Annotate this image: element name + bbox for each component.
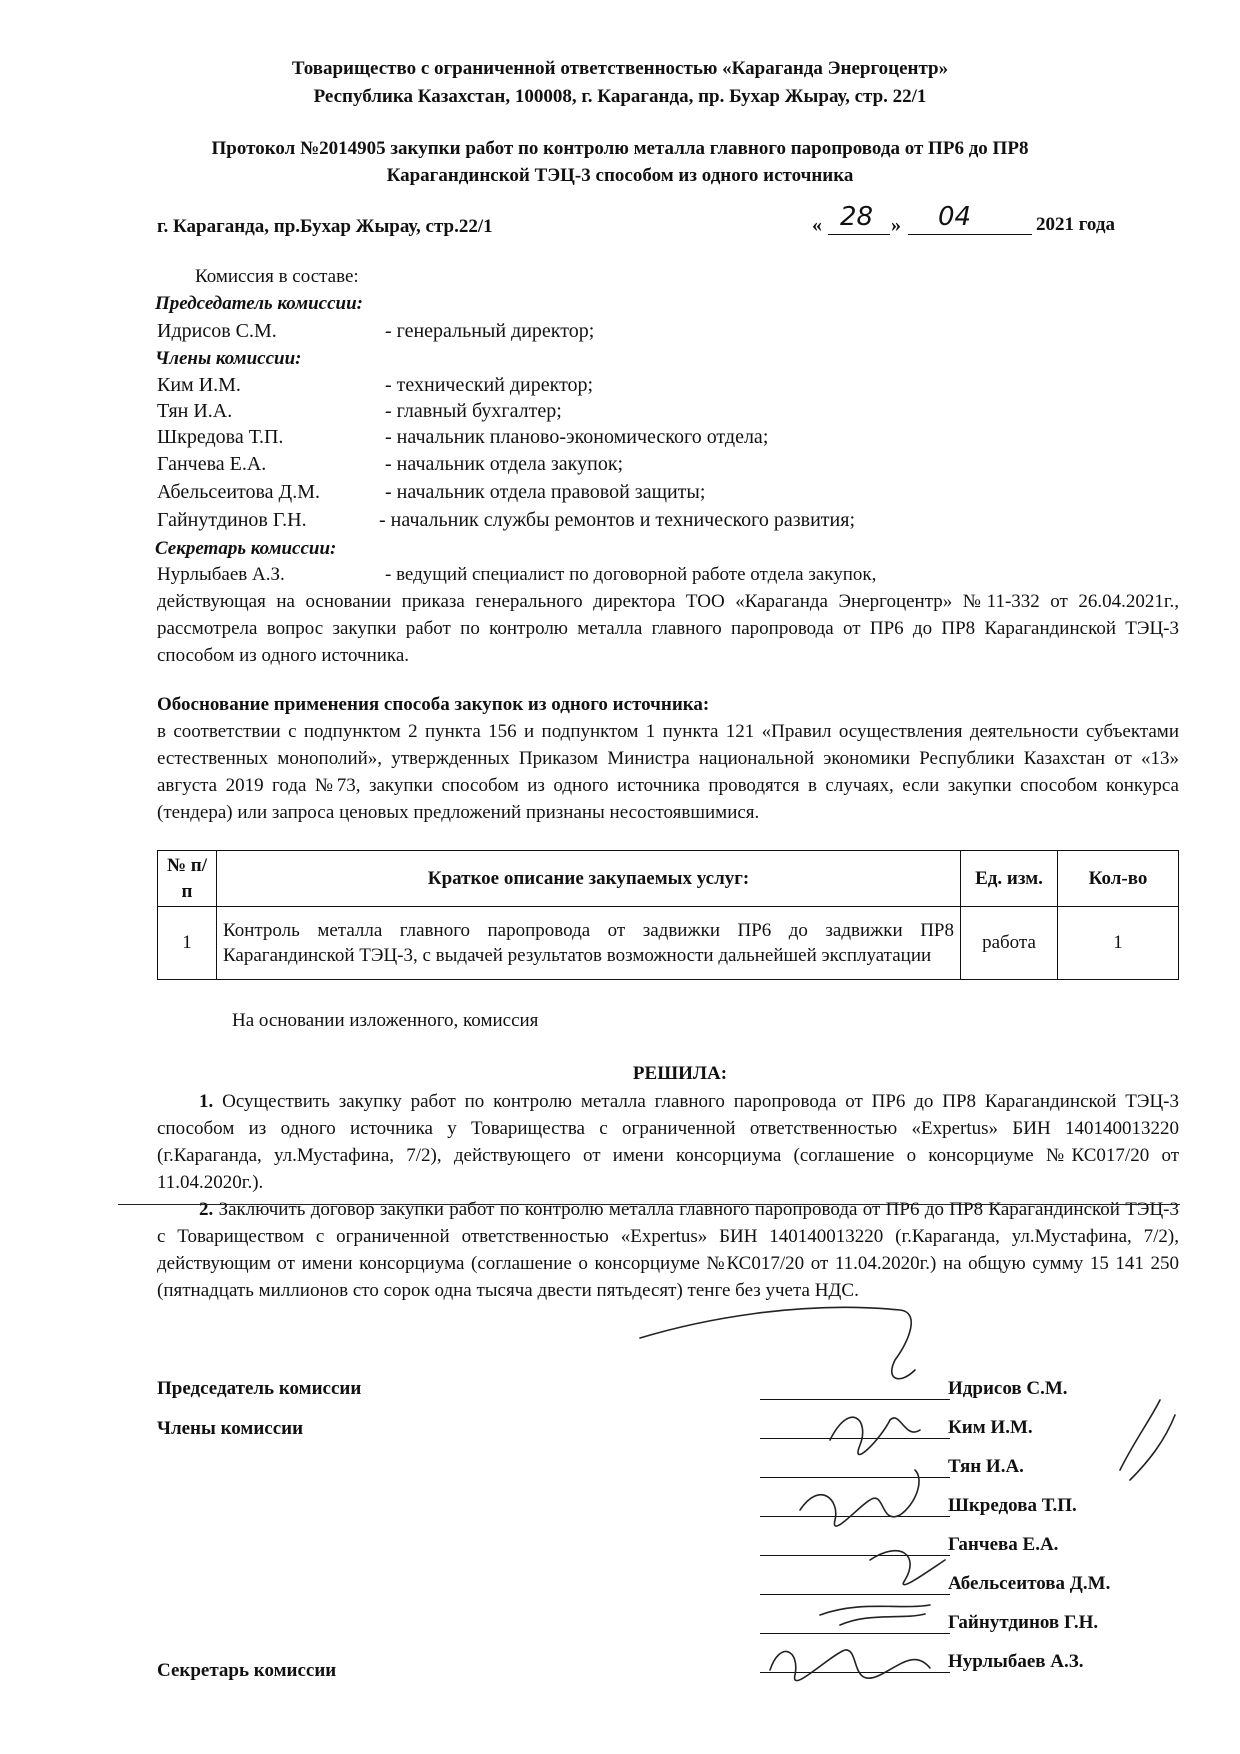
signature-scribble — [1120, 1400, 1175, 1480]
members-signature-label: Члены комиссии — [157, 1418, 304, 1439]
protocol-title-line-1: Протокол №2014905 закупки работ по контролю металла главного паропровода от ПР6 до ПР8 — [211, 138, 1029, 159]
col-header-description: Краткое описание закупаемых услуг: — [217, 851, 961, 907]
cell-quantity: 1 — [1058, 907, 1179, 980]
secretary-name: Нурлыбаев А.З. — [157, 564, 285, 585]
member-name: Ким И.М. — [157, 374, 241, 396]
member-role: - главный бухгалтер; — [385, 400, 562, 422]
member-name: Тян И.А. — [157, 400, 233, 422]
chair-role: - генеральный директор; — [385, 320, 595, 342]
decision-item-number: 2. — [199, 1199, 214, 1220]
chair-signature-label: Председатель комиссии — [157, 1378, 362, 1399]
member-name: Гайнутдинов Г.Н. — [157, 509, 307, 531]
cell-description: Контроль металла главного паропровода от задвижки ПР6 до задвижки ПР8 Карагандинской ТЭЦ-3, с выдачей результатов возможности дальнейшей эксплуатации — [217, 907, 961, 980]
protocol-title-line-2: Карагандинской ТЭЦ-3 способом из одного источника — [386, 165, 854, 186]
date-year: 2021 года — [1036, 214, 1115, 235]
signature-scribble — [870, 1551, 945, 1585]
secretary-heading: Секретарь комиссии: — [155, 538, 337, 559]
justification-text: в соответствии с подпунктом 2 пункта 156 и подпунктом 1 пункта 121 «Правил осуществления деятельности субъектами естественных монополий», утвержденных Приказом Министра национальной экономики Республики Казахстан от «13» августа 2019 года №73, закупки способом из одного источника проводятся в случаях, если закупки способом конкурса (тендера) или запроса ценовых предложений признаны несостоявшимися. — [157, 721, 1179, 823]
member-name: Ганчева Е.А. — [157, 453, 267, 475]
member-role: - технический директор; — [385, 374, 594, 396]
signature-scribble — [830, 1417, 920, 1454]
signatory-name: Абельсеитова Д.М. — [948, 1573, 1111, 1594]
signatory-name: Шкредова Т.П. — [948, 1495, 1077, 1516]
organization-address: Республика Казахстан, 100008, г. Караганда, пр. Бухар Жырау, стр. 22/1 — [313, 86, 927, 107]
signature-scribble — [800, 1470, 919, 1526]
date-month: 04 — [938, 202, 972, 232]
members-heading: Члены комиссии: — [155, 348, 302, 369]
signatory-name: Ганчева Е.А. — [948, 1534, 1059, 1555]
commission-intro: Комиссия в составе: — [195, 266, 359, 287]
chair-heading: Председатель комиссии: — [155, 293, 363, 314]
signatory-name: Гайнутдинов Г.Н. — [948, 1612, 1099, 1633]
protocol-place: г. Караганда, пр.Бухар Жырау, стр.22/1 — [157, 216, 493, 237]
member-role: - начальник отдела закупок; — [385, 453, 624, 475]
signatory-name: Ким И.М. — [948, 1417, 1033, 1438]
basis-paragraph: действующая на основании приказа генерального директора ТОО «Караганда Энергоцентр» №11-332 от 26.04.2021г., рассмотрела вопрос закупки работ по контролю металла главного паропровода от ПР6 до ПР8 Карагандинской ТЭЦ-3 способом из одного источника. — [157, 591, 1179, 666]
decision-item-text: Заключить договор закупки работ по контролю металла главного паропровода от ПР6 до ПР8 Карагандинской ТЭЦ-3 с Товариществом с ограниченной ответственностью «Expertus» БИН 140140013220 (г.Караганда, ул.Мустафина, 7/2), действующим от имени консорциума (соглашение о консорциуме №КС017/20 от 11.04.2020г.) на общую сумму 15 141 250 (пятнадцать миллионов сто сорок одна тысяча двести пятьдесят) тенге без учета НДС. — [157, 1199, 1179, 1301]
col-header-quantity: Кол-во — [1058, 851, 1179, 907]
secretary-signature-label: Секретарь комиссии — [157, 1660, 337, 1681]
decision-item-number: 1. — [199, 1091, 214, 1112]
decision-item-text: Осуществить закупку работ по контролю металла главного паропровода от ПР6 до ПР8 Карагандинской ТЭЦ-3 способом из одного источника у Товарищества с ограниченной ответственностью «Expertus» БИН 140140013220 (г.Караганда, ул.Мустафина, 7/2), действующего от имени консорциума (соглашение о консорциуме №КС017/20 от 11.04.2020г.). — [157, 1091, 1179, 1193]
decision-preamble: На основании изложенного, комиссия — [232, 1010, 539, 1031]
date-day: 28 — [840, 202, 874, 232]
signatory-name: Идрисов С.М. — [948, 1378, 1068, 1399]
cell-unit: работа — [961, 907, 1058, 980]
signatory-name: Тян И.А. — [948, 1456, 1024, 1477]
justification-heading: Обоснование применения способа закупок из одного источника: — [157, 694, 710, 715]
secretary-role: - ведущий специалист по договорной работе отдела закупок, — [385, 564, 877, 585]
date-open-quote: « — [812, 214, 822, 236]
col-header-unit: Ед. изм. — [961, 851, 1058, 907]
member-role: - начальник планово-экономического отдела; — [385, 426, 769, 448]
cell-number: 1 — [158, 907, 217, 980]
organization-name: Товарищество с ограниченной ответственностью «Караганда Энергоцентр» — [291, 58, 949, 79]
member-name: Шкредова Т.П. — [157, 426, 284, 448]
signatory-name: Нурлыбаев А.З. — [948, 1651, 1084, 1672]
signature-scribble — [770, 1650, 930, 1681]
chair-name: Идрисов С.М. — [157, 320, 277, 342]
member-name: Абельсеитова Д.М. — [157, 481, 320, 503]
decision-heading: РЕШИЛА: — [632, 1063, 728, 1084]
signature-scribble — [820, 1605, 930, 1625]
date-close-quote: » — [891, 214, 901, 236]
member-role: - начальник отдела правовой защиты; — [385, 481, 706, 503]
col-header-number: № п/п — [158, 851, 217, 907]
signature-scribble — [640, 1307, 915, 1378]
member-role: - начальник службы ремонтов и технического развития; — [379, 509, 855, 531]
